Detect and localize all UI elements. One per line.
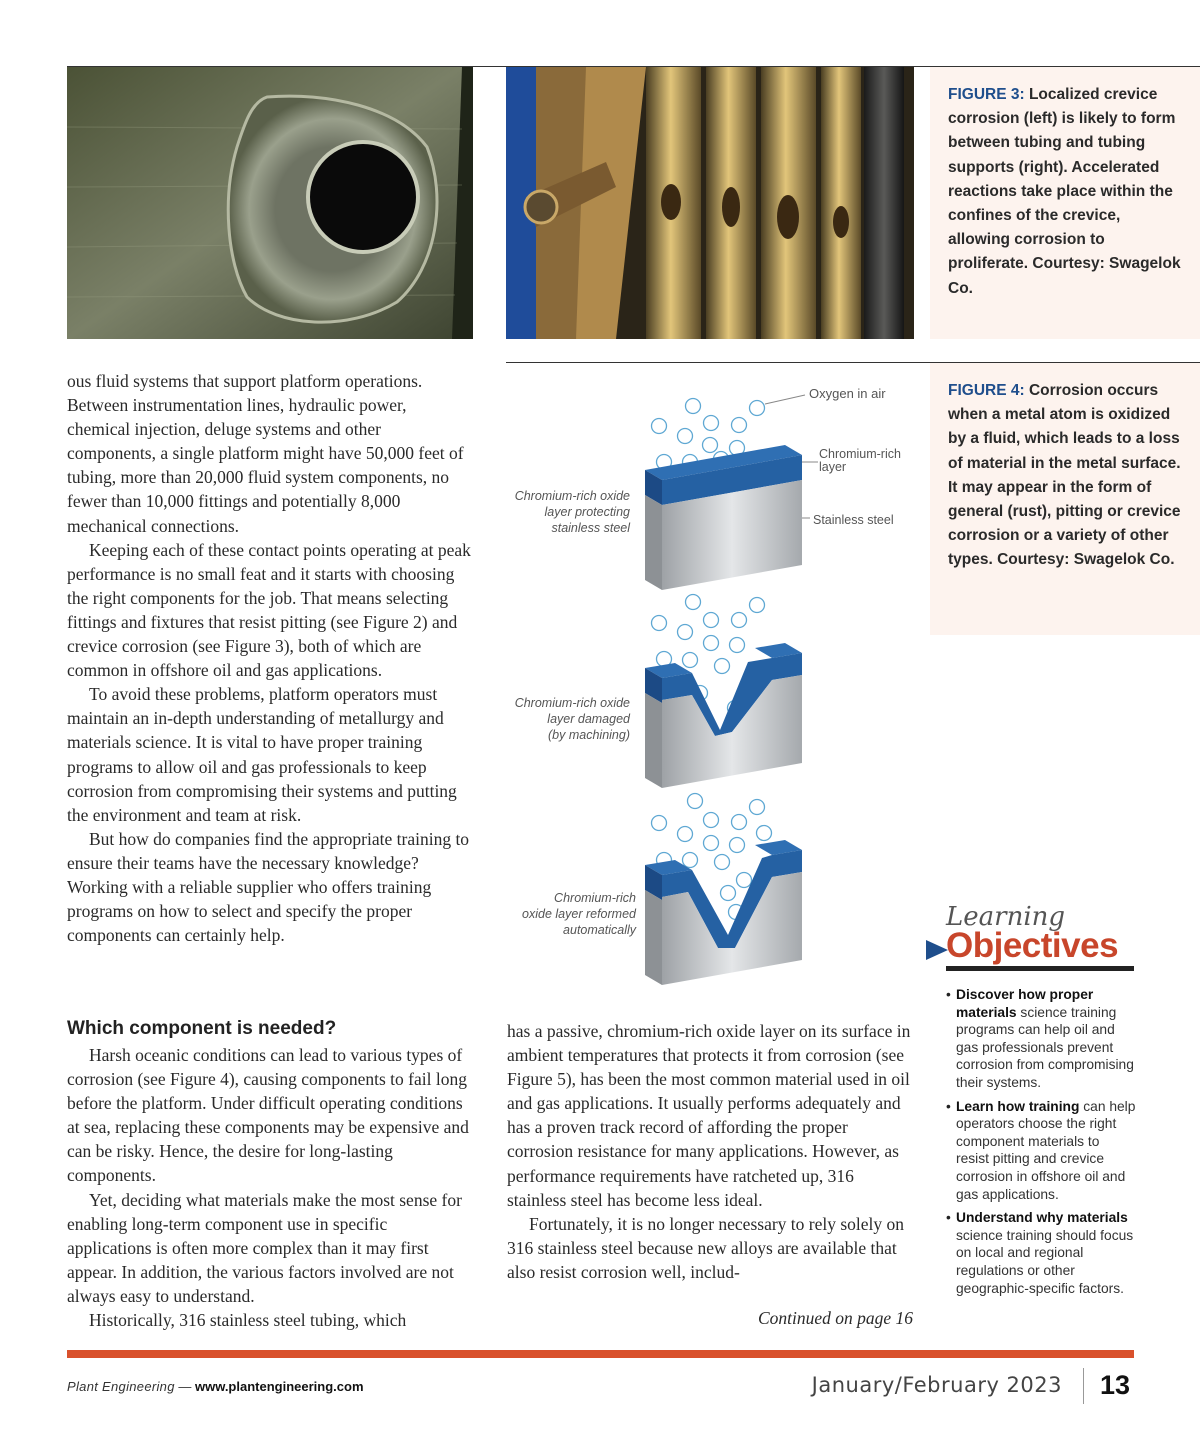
panel2-line1: Chromium-rich oxide: [514, 696, 630, 710]
crevice-corrosion-photo: [67, 67, 473, 339]
objectives-list: [946, 986, 1136, 1303]
paragraph: Fortunately, it is no longer necessary to rely solely on 316 stainless steel because new alloys are available that also resist corrosion well, includ-: [507, 1213, 905, 1282]
label-chromium-1: Chromium-rich: [819, 447, 901, 461]
objectives-underline: [946, 966, 1134, 971]
paragraph: ous fluid systems that support platform operations. Between instrumentation lines, hydraulic power, chemical injection, deluge systems and other components, a single platform might have 50,000 feet of tubing, more than 20,000 fluid system components, no fewer than 10,000 fittings and potentially 8,000 mechanical connections.: [67, 371, 464, 536]
paragraph: has a passive, chromium-rich oxide layer on its surface in ambient temperatures that protects it from corrosion (see Figure 5), has been the most common material used in oil and gas applications. It usually performs adequately and has a proven track record of affording the proper corrosion resistance for many applications. However, as performance requirements have ratcheted up, 316 stainless steel has become less ideal.: [507, 1021, 911, 1210]
label-stainless: Stainless steel: [813, 513, 894, 527]
figure4-caption: [930, 363, 1200, 635]
figure3-label: FIGURE 3:: [948, 86, 1025, 103]
figure3-text: Localized crevice corrosion (left) is likely to form between tubing and tubing supports (right). Accelerated reactions take place within the confines of the crevice, allowing corrosion to proliferate. Courtesy: Swagelok Co.: [948, 86, 1181, 297]
panel2-line2: layer damaged: [547, 712, 630, 726]
publication-url[interactable]: www.plantengineering.com: [194, 1379, 364, 1394]
column1-top: [67, 369, 473, 947]
learning-title: Learning: [946, 902, 1066, 932]
column2-text: [507, 1019, 913, 1284]
footer-bar: [67, 1350, 1134, 1358]
label-oxygen: Oxygen in air: [809, 386, 886, 401]
paragraph: But how do companies find the appropriate training to ensure their teams have the necessary knowledge? Working with a reliable supplier who offers training programs on how to select and specify the proper components can certainly help.: [67, 828, 470, 946]
figure4-label: FIGURE 4:: [948, 382, 1025, 399]
objective-item: • Discover how proper materials science training programs can help oil and gas professionals prevent corrosion from compromising their systems.: [946, 986, 1136, 1092]
panel3-line2: oxide layer reformed: [522, 907, 636, 921]
paragraph: Keeping each of these contact points operating at peak performance is no small feat and it starts with choosing the right components for the job. That means selecting fittings and fixtures that resist pitting (see Figure 2) and crevice corrosion (see Figure 3), both of which are common in offshore oil and gas applications.: [67, 539, 471, 681]
panel1-line1: Chromium-rich oxide: [514, 489, 630, 503]
paragraph: Harsh oceanic conditions can lead to various types of corrosion (see Figure 4), causing components to fail long before the platform. Under difficult operating conditions at sea, replacing these components may be expensive and can be risky. Hence, the desire for long-lasting components.: [67, 1045, 469, 1186]
paragraph: Yet, deciding what materials make the most sense for enabling long-term component use in specific applications is often more complex than it may first appear. In addition, the various factors involved are not always easy to understand.: [67, 1189, 462, 1306]
figure4-text: Corrosion occurs when a metal atom is oxidized by a fluid, which leads to a loss of material in the metal surface. It may appear in the form of general (rust), pitting or crevice corrosion or a variety of other types. Courtesy: Swagelok Co.: [948, 382, 1181, 569]
footer-publication: Plant Engineering — www.plantengineering.com: [67, 1379, 364, 1394]
footer-divider: [1083, 1368, 1084, 1404]
panel2-line3: (by machining): [548, 728, 630, 742]
paragraph: Historically, 316 stainless steel tubing, which: [89, 1310, 407, 1331]
tubing-supports-photo: [506, 67, 914, 339]
figure3-caption: [930, 67, 1200, 339]
paragraph: To avoid these problems, platform operators must maintain an in-depth understanding of metallurgy and materials science. It is vital to have proper training programs to allow oil and gas professionals to keep corrosion from compromising their systems and putting the environment and team at risk.: [67, 684, 457, 825]
column1-bottom: [67, 1043, 473, 1332]
issue-date: January/February 2023: [811, 1373, 1062, 1397]
publication-name: Plant Engineering: [67, 1379, 175, 1394]
objective-item: • Understand why materials science training should focus on local and regional regulations or other geographic-specific factors.: [946, 1209, 1136, 1297]
objectives-title: Objectives: [946, 926, 1119, 965]
panel3-line1: Chromium-rich: [554, 891, 636, 905]
section-heading: Which component is needed?: [67, 1018, 337, 1039]
continued-note: Continued on page 16: [757, 1308, 913, 1328]
page-number: 13: [1100, 1370, 1131, 1400]
panel1-line2: layer protecting: [544, 505, 630, 519]
arrow-icon: [926, 940, 948, 960]
panel1-line3: stainless steel: [551, 521, 630, 535]
panel3-line3: automatically: [563, 923, 636, 937]
objective-item: • Learn how training can help operators choose the right component materials to resist pitting and crevice corrosion in offshore oil and gas applications.: [946, 1098, 1136, 1204]
corrosion-diagram: [500, 370, 920, 990]
label-chromium-2: layer: [819, 460, 847, 474]
